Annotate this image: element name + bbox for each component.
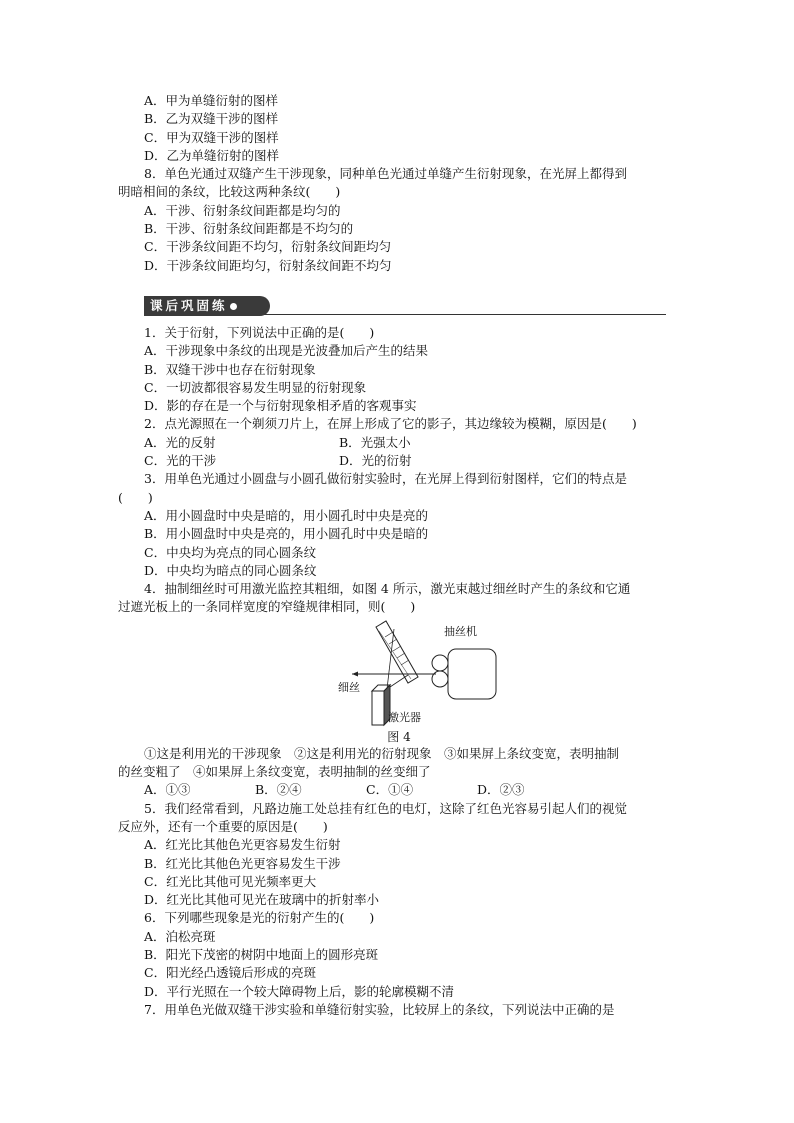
q5-option-b: B．红光比其他色光更容易发生干涉 (144, 855, 341, 871)
q5-option-d: D．红光比其他可见光在玻璃中的折射率小 (144, 892, 380, 908)
q8-option-b: B．干涉、衍射条纹间距都是不均匀的 (144, 221, 354, 237)
question-5-stem: 5．我们经常看到，凡路边施工处总挂有红色的电灯，这除了红色光容易引起人们的视觉 (144, 800, 627, 816)
option-d: D．乙为单缝衍射的图样 (144, 147, 280, 163)
question-6-stem: 6．下列哪些现象是光的衍射产生的( ) (144, 910, 375, 926)
figure-caption: 图 4 (387, 729, 411, 744)
label-machine: 抽丝机 (444, 624, 477, 638)
q1-option-c: C．一切波都很容易发生明显的衍射现象 (144, 379, 367, 395)
wire-drawing-machine (448, 649, 496, 699)
q1-option-a: A．干涉现象中条纹的出现是光波叠加后产生的结果 (144, 343, 429, 359)
question-3-stem-cont: ( ) (118, 489, 153, 505)
q2-option-d: D．光的衍射 (339, 453, 412, 469)
roller-top (432, 655, 448, 671)
q4-options-row (118, 781, 680, 799)
laser-beam-1 (387, 629, 394, 689)
q6-option-a: A．泊松亮斑 (144, 928, 216, 944)
question-4-stem-cont: 过遮光板上的一条同样宽度的窄缝规律相同，则( ) (118, 599, 416, 615)
q4-option-b: B．②④ (255, 782, 302, 798)
q3-option-a: A．用小圆盘时中央是暗的，用小圆孔时中央是亮的 (144, 507, 429, 523)
question-4-statements: ①这是利用光的干涉现象 ②这是利用光的衍射现象 ③如果屏上条纹变宽，表明抽制 (144, 745, 620, 761)
q1-option-d: D．影的存在是一个与衍射现象相矛盾的客观事实 (144, 398, 417, 414)
label-wire: 细丝 (338, 680, 360, 694)
question-4-stem: 4．抽制细丝时可用激光监控其粗细，如图 4 所示，激光束越过细丝时产生的条纹和它通 (144, 581, 631, 597)
option-b: B．乙为双缝干涉的图样 (144, 111, 279, 127)
q3-option-c: C．中央均为亮点的同心圆条纹 (144, 544, 317, 560)
roller-bottom (432, 671, 448, 687)
q4-option-d: D．②③ (477, 782, 525, 798)
arrow-left-icon (352, 671, 358, 676)
question-7-stem: 7．用单色光做双缝干涉实验和单缝衍射实验，比较屏上的条纹，下列说法中正确的是 (144, 1001, 615, 1017)
worksheet-page (118, 92, 680, 1019)
section-tag (144, 296, 270, 316)
q8-option-a: A．干涉、衍射条纹间距都是均匀的 (144, 202, 341, 218)
laser-box (372, 691, 384, 725)
label-laser: 激光器 (388, 710, 421, 724)
q3-option-d: D．中央均为暗点的同心圆条纹 (144, 562, 317, 578)
q2-options-row-2 (118, 452, 680, 470)
q6-option-c: C．阳光经凸透镜后形成的亮斑 (144, 965, 317, 981)
option-c: C．甲为双缝干涉的图样 (144, 129, 279, 145)
figure-4 (118, 619, 680, 729)
question-3-stem: 3．用单色光通过小圆盘与小圆孔做衍射实验时，在光屏上得到衍射图样，它们的特点是 (144, 471, 627, 487)
question-5-stem-cont: 反应外，还有一个重要的原因是( ) (118, 818, 328, 834)
q6-option-b: B．阳光下茂密的树阴中地面上的圆形亮斑 (144, 946, 379, 962)
question-4-statements-cont: 的丝变粗了 ④如果屏上条纹变宽，表明抽制的丝变细了 (118, 764, 431, 780)
dot-icon (230, 303, 237, 310)
q2-option-c: C．光的干涉 (144, 453, 217, 469)
q8-option-d: D．干涉条纹间距均匀，衍射条纹间距不均匀 (144, 257, 392, 273)
q2-option-a: A．光的反射 (144, 434, 216, 450)
question-2-stem: 2．点光源照在一个剃须刀片上，在屏上形成了它的影子，其边缘较为模糊，原因是( ) (144, 416, 637, 432)
q3-option-b: B．用小圆盘时中央是亮的，用小圆孔时中央是暗的 (144, 526, 429, 542)
q4-option-a: A．①③ (144, 782, 191, 798)
question-8-stem: 8．单色光通过双缝产生干涉现象，同种单色光通过单缝产生衍射现象，在光屏上都得到 (144, 166, 627, 182)
section-rule (264, 314, 666, 315)
section-title: 课后巩固练 (150, 297, 228, 313)
q4-option-c: C．①④ (366, 782, 414, 798)
q6-option-d: D．平行光照在一个较大障碍物上后，影的轮廓模糊不清 (144, 983, 455, 999)
q2-option-b: B．光强太小 (339, 434, 411, 450)
option-a: A．甲为单缝衍射的图样 (144, 93, 279, 108)
q2-options-row-1 (118, 434, 680, 452)
q5-option-c: C．红光比其他可见光频率更大 (144, 873, 317, 889)
section-header (118, 296, 680, 318)
question-8-stem-cont: 明暗相间的条纹，比较这两种条纹( ) (118, 184, 341, 200)
q8-option-c: C．干涉条纹间距不均匀，衍射条纹间距均匀 (144, 239, 392, 255)
q1-option-b: B．双缝干涉中也存在衍射现象 (144, 361, 316, 377)
q5-option-a: A．红光比其他色光更容易发生衍射 (144, 837, 341, 853)
screen-line (379, 631, 411, 679)
question-1-stem: 1．关于衍射，下列说法中正确的是( ) (144, 324, 375, 340)
